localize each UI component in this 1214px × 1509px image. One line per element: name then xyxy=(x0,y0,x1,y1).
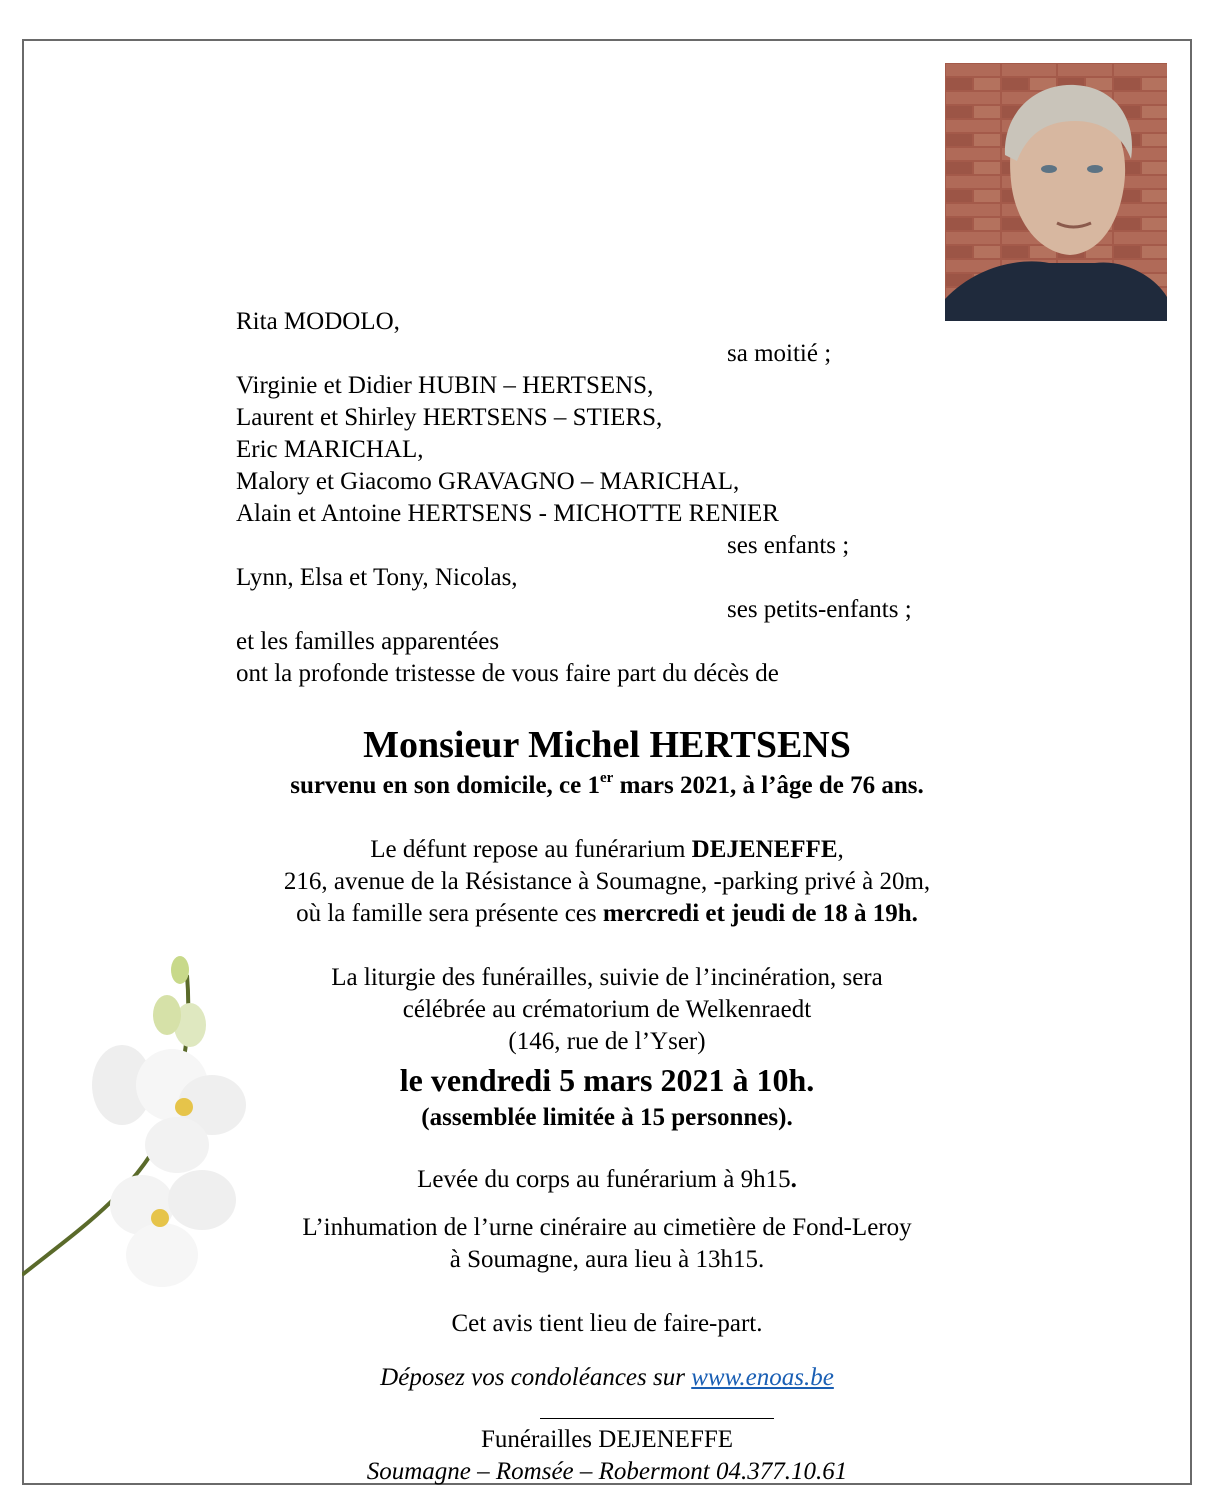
condolences-line: Déposez vos condoléances sur www.enoas.be xyxy=(380,1364,834,1391)
funeral-company: Funérailles DEJENEFFE xyxy=(480,1426,734,1453)
grandchildren-role: ses petits-enfants ; xyxy=(727,596,912,623)
company-locations: Soumagne – Romsée – Robermont 04.377.10.61 xyxy=(366,1458,848,1485)
wake-line-3: où la famille sera présente ces mercredi et jeudi de 18 à 19h. xyxy=(296,900,918,927)
levee-line: Levée du corps au funérarium à 9h15. xyxy=(417,1166,797,1193)
grandchildren-names: Lynn, Elsa et Tony, Nicolas, xyxy=(236,564,518,591)
child-line: Alain et Antoine HERTSENS - MICHOTTE RENIER xyxy=(236,500,779,527)
orchid-decoration xyxy=(22,935,322,1315)
wake-line-2: 216, avenue de la Résistance à Soumagne, -parking privé à 20m, xyxy=(283,868,931,895)
announcement-line: ont la profonde tristesse de vous faire part du décès de xyxy=(236,660,779,687)
burial-line-2: à Soumagne, aura lieu à 13h15. xyxy=(449,1246,765,1273)
signature-divider xyxy=(540,1418,774,1419)
wake-line-1: Le défunt repose au funérarium DEJENEFFE, xyxy=(370,836,844,863)
visiting-hours: mercredi et jeudi de 18 à 19h. xyxy=(602,900,918,927)
deceased-name: Monsieur Michel HERTSENS xyxy=(363,724,851,766)
ceremony-date: le vendredi 5 mars 2021 à 10h. xyxy=(399,1062,815,1098)
condolences-link[interactable]: www.enoas.be xyxy=(691,1364,834,1391)
death-details: survenu en son domicile, ce 1er mars 2021, à l’âge de 76 ans. xyxy=(290,770,924,799)
notice-line: Cet avis tient lieu de faire-part. xyxy=(451,1310,763,1337)
child-line: Virginie et Didier HUBIN – HERTSENS, xyxy=(236,372,654,399)
spouse-name: Rita MODOLO, xyxy=(236,308,400,335)
child-line: Eric MARICHAL, xyxy=(236,436,424,463)
portrait-photo xyxy=(945,63,1167,321)
funeral-home-name: DEJENEFFE xyxy=(691,836,838,863)
children-role: ses enfants ; xyxy=(727,532,850,559)
ceremony-line-3: (146, rue de l’Yser) xyxy=(508,1028,706,1055)
relatives-line: et les familles apparentées xyxy=(236,628,500,655)
attendance-limit: (assemblée limitée à 15 personnes). xyxy=(421,1104,793,1131)
child-line: Malory et Giacomo GRAVAGNO – MARICHAL, xyxy=(236,468,740,495)
ceremony-line-2: célébrée au crématorium de Welkenraedt xyxy=(402,996,812,1023)
spouse-role: sa moitié ; xyxy=(727,340,832,367)
child-line: Laurent et Shirley HERTSENS – STIERS, xyxy=(236,404,663,431)
ceremony-line-1: La liturgie des funérailles, suivie de l’incinération, sera xyxy=(331,964,883,991)
burial-line-1: L’inhumation de l’urne cinéraire au cimetière de Fond-Leroy xyxy=(302,1214,912,1241)
